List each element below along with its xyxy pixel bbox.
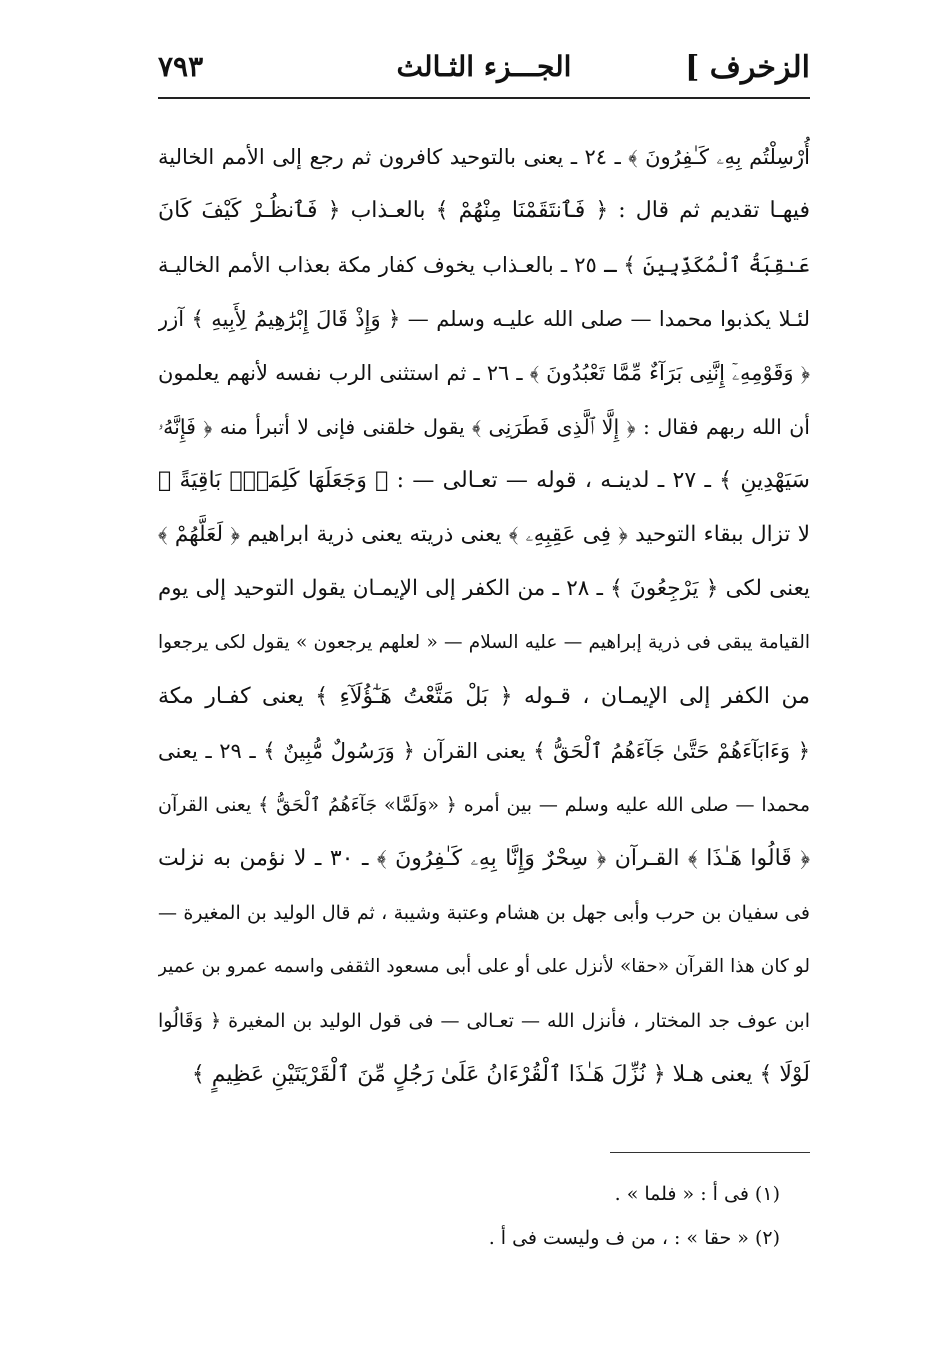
text-line: أن الله ربهم فقال : ﴿ إِلَّا ٱلَّذِى فَطَرَنِى ﴾ يقول خلقنى فإنى لا أتبرأ منه ﴿ فَإِنَّهُۥ (158, 415, 810, 439)
header-rule (158, 97, 810, 99)
text-line: لو كان هذا القرآن «حقا» لأنزل على أو على أبى مسعود الثقفى واسمه عمرو بن عمير (158, 956, 810, 977)
text-line: لَوْلَا ﴾ يعنى هـلا ﴿ نُزِّلَ هَـٰذَا ٱلْقُرْءَانُ عَلَىٰ رَجُلٍ مِّنَ ٱلْقَرْيَتَيْنِ عَظِيمٍ ﴾ (191, 1062, 810, 1087)
text-line: ﴿ وَقَوْمِهِۦٓ إِنَّنِى بَرَآءٌ مِّمَّا تَعْبُدُونَ ﴾ ـ ٢٦ ـ ثم استثنى الرب نفسه لأنهم يعلمون (158, 361, 810, 385)
footnote: (١) فى أ : « فلما » . (614, 1183, 780, 1205)
footnote-separator (610, 1152, 810, 1153)
text-line: ابن عوف جد المختار ، فأنزل الله — تعـالى — فى قول الوليد بن المغيرة ﴿ وَقَالُوا (158, 1010, 810, 1032)
text-line: أُرْسِلْتُم بِهِۦ كَـٰفِرُونَ ﴾ ـ ٢٤ ـ يعنى بالتوحيد كافرون ثم رجع إلى الأمم الخالية (158, 145, 810, 169)
text-line: عَـٰقِبَةُ ٱلْمُكَذِّبِينَ ﴾ ـ ٢٥ ـ بالعـذاب يخوف كفار مكة بعذاب الأمم الخاليـة (158, 253, 810, 277)
text-line: من الكفر إلى الإيمـان ، قـوله ﴿ بَلْ مَتَّعْتُ هَـٰٓؤُلَآءِ ﴾ يعنى كفـار مكة (158, 684, 810, 709)
text-line: ﴿ قَالُوا هَـٰذَا ﴾ القـرآن ﴿ سِحْرٌ وَإِنَّا بِهِۦ كَـٰفِرُونَ ﴾ ـ ٣٠ ـ لا نؤمن به نزلت (158, 846, 810, 871)
text-line: سَيَهْدِينِ ﴾ ـ ٢٧ ـ لدينـه ، قوله — تعـالى — : ﴿ وَجَعَلَهَا كَلِمَةًۢ بَاقِيَةً ﴾ (158, 468, 810, 493)
text-line: فيهـا تقديم ثم قال : ﴿ فَٱنتَقَمْنَا مِنْهُمْ ﴾ بالعـذاب ﴿ فَٱنظُـرْ كَيْفَ كَانَ (158, 198, 810, 223)
text-line: يعنى لكى ﴿ يَرْجِعُونَ ﴾ ـ ٢٨ ـ من الكفر إلى الإيمـان يقول التوحيد إلى يوم (158, 576, 810, 601)
main-text (158, 130, 810, 1102)
page-number: ٧٩٣ (158, 50, 204, 83)
footnote: (٢) « حقا » : ، من ف وليست فى أ . (488, 1227, 780, 1249)
surah-title: الزخرف ] (685, 50, 810, 85)
text-line: ﴿ وَءَابَآءَهُمْ حَتَّىٰ جَآءَهُمُ ٱلْحَقُّ ﴾ يعنى القرآن ﴿ وَرَسُولٌ مُّبِينٌ ﴾ ـ ٢٩ ـ يعنى (158, 739, 810, 763)
running-header (158, 50, 810, 98)
text-line: القيامة يبقى فى ذرية إبراهيم — عليه السلام — « لعلهم يرجعون » يقول لكى يرجعوا (158, 632, 810, 653)
text-line: فى سفيان بن حرب وأبى جهل بن هشام وعتبة وشيبة ، ثم قال الوليد بن المغيرة — (158, 902, 810, 924)
text-line: محمدا — صلى الله عليه وسلم — بين أمره ﴿ «وَلَمَّا» جَآءَهُمُ ٱلْحَقُّ ﴾ يعنى القرآن (158, 794, 810, 816)
footnotes (158, 1172, 810, 1260)
text-line: لئـلا يكذبوا محمدا — صلى الله عليـه وسلم — ﴿ وَإِذْ قَالَ إِبْرَٰهِيمُ لِأَبِيهِ ﴾ آزر (158, 307, 810, 331)
part-title: الجـــزء الثـالث (396, 50, 572, 83)
text-line: لا تزال ببقاء التوحيد ﴿ فِى عَقِبِهِۦ ﴾ يعنى ذريته يعنى ذرية ابراهيم ﴿ لَعَلَّهُمْ ﴾ (158, 522, 810, 547)
